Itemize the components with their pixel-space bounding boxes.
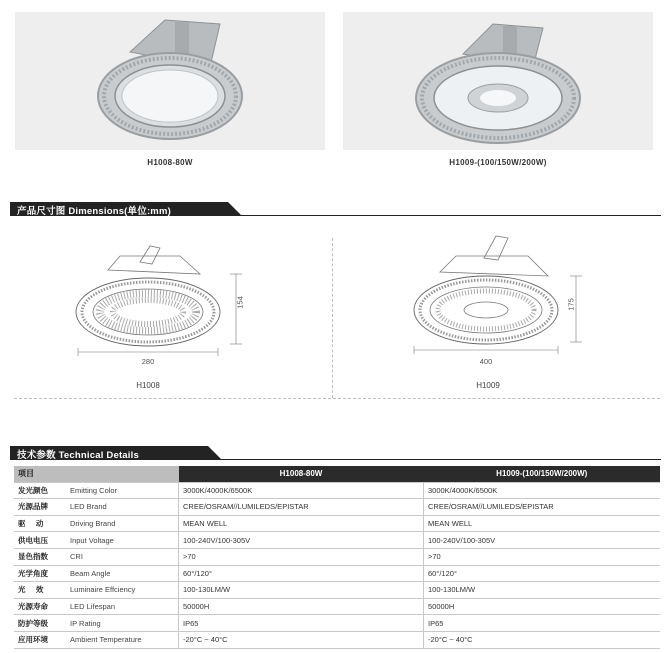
spec-row: [14, 548, 660, 565]
dimension-drawing-h1008: [60, 240, 260, 360]
header-col2: H1009-(100/150W/200W): [424, 466, 661, 482]
spec-row: [14, 615, 660, 632]
technical-title: 技术参数 Technical Details: [17, 450, 139, 461]
spec-value-h1008: 50000H: [179, 598, 424, 615]
spec-en: CRI: [66, 548, 179, 565]
spec-value-h1008: -20°C ~ 40°C: [179, 631, 424, 648]
spec-cn: 驱 动: [14, 515, 66, 532]
spec-row: [14, 631, 660, 648]
header-item: 项目: [14, 466, 179, 482]
divider: [332, 238, 333, 398]
dimension-width: 400: [479, 357, 493, 366]
spec-en: Luminaire Effciency: [66, 582, 179, 599]
spec-row: [14, 598, 660, 615]
spec-value-h1009: 50000H: [424, 598, 661, 615]
spec-en: Beam Angle: [66, 565, 179, 582]
spec-cn: 防护等级: [14, 615, 66, 632]
spec-header-row: [14, 466, 660, 482]
spec-value-h1009: 60°/120°: [424, 565, 661, 582]
spec-value-h1009: >70: [424, 548, 661, 565]
spec-en: LED Brand: [66, 499, 179, 516]
spec-cn: 供电电压: [14, 532, 66, 549]
spec-value-h1008: IP65: [179, 615, 424, 632]
header-col1: H1008-80W: [179, 466, 424, 482]
spec-row: [14, 532, 660, 549]
dimension-height: 154: [235, 296, 245, 309]
dimension-model: H1009: [476, 381, 500, 390]
spec-cn: 光 效: [14, 582, 66, 599]
dimensions-header: [10, 202, 661, 216]
technical-header: [10, 446, 661, 460]
spec-value-h1009: CREE/OSRAM//LUMILEDS/EPISTAR: [424, 499, 661, 516]
spec-en: IP Rating: [66, 615, 179, 632]
spec-cn: 显色指数: [14, 548, 66, 565]
product-caption: H1009-(100/150W/200W): [449, 158, 547, 167]
spec-value-h1009: 100-130LM/W: [424, 582, 661, 599]
spec-value-h1008: 3000K/4000K/6500K: [179, 482, 424, 499]
spec-value-h1008: >70: [179, 548, 424, 565]
spec-value-h1009: 3000K/4000K/6500K: [424, 482, 661, 499]
spec-row: [14, 582, 660, 599]
product-photo-h1009: [343, 12, 653, 150]
spec-row: [14, 515, 660, 532]
dimension-height: 175: [566, 298, 576, 311]
spec-en: Emitting Color: [66, 482, 179, 499]
spec-value-h1009: 100-240V/100-305V: [424, 532, 661, 549]
spec-en: Input Voltage: [66, 532, 179, 549]
spec-value-h1008: 100-130LM/W: [179, 582, 424, 599]
spec-row: [14, 499, 660, 516]
spec-value-h1008: 60°/120°: [179, 565, 424, 582]
spec-table: [14, 466, 660, 649]
spec-cn: 光学角度: [14, 565, 66, 582]
spec-en: Driving Brand: [66, 515, 179, 532]
spec-cn: 光源品牌: [14, 499, 66, 516]
divider: [14, 398, 660, 399]
spec-cn: 光源寿命: [14, 598, 66, 615]
dimension-width: 280: [141, 357, 155, 366]
product-photo-h1008: [15, 12, 325, 150]
dimension-model: H1008: [136, 381, 160, 390]
spec-value-h1008: MEAN WELL: [179, 515, 424, 532]
spec-cn: 发光颜色: [14, 482, 66, 499]
spec-en: Ambient Temperature: [66, 631, 179, 648]
spec-value-h1008: CREE/OSRAM//LUMILEDS/EPISTAR: [179, 499, 424, 516]
spec-value-h1009: -20°C ~ 40°C: [424, 631, 661, 648]
dimensions-title: 产品尺寸图 Dimensions(单位:mm): [17, 206, 171, 217]
spec-value-h1009: IP65: [424, 615, 661, 632]
spec-row: [14, 565, 660, 582]
spec-en: LED Lifespan: [66, 598, 179, 615]
spec-value-h1008: 100-240V/100-305V: [179, 532, 424, 549]
product-caption: H1008-80W: [147, 158, 193, 167]
spec-cn: 应用环境: [14, 631, 66, 648]
spec-value-h1009: MEAN WELL: [424, 515, 661, 532]
spec-row: [14, 482, 660, 499]
